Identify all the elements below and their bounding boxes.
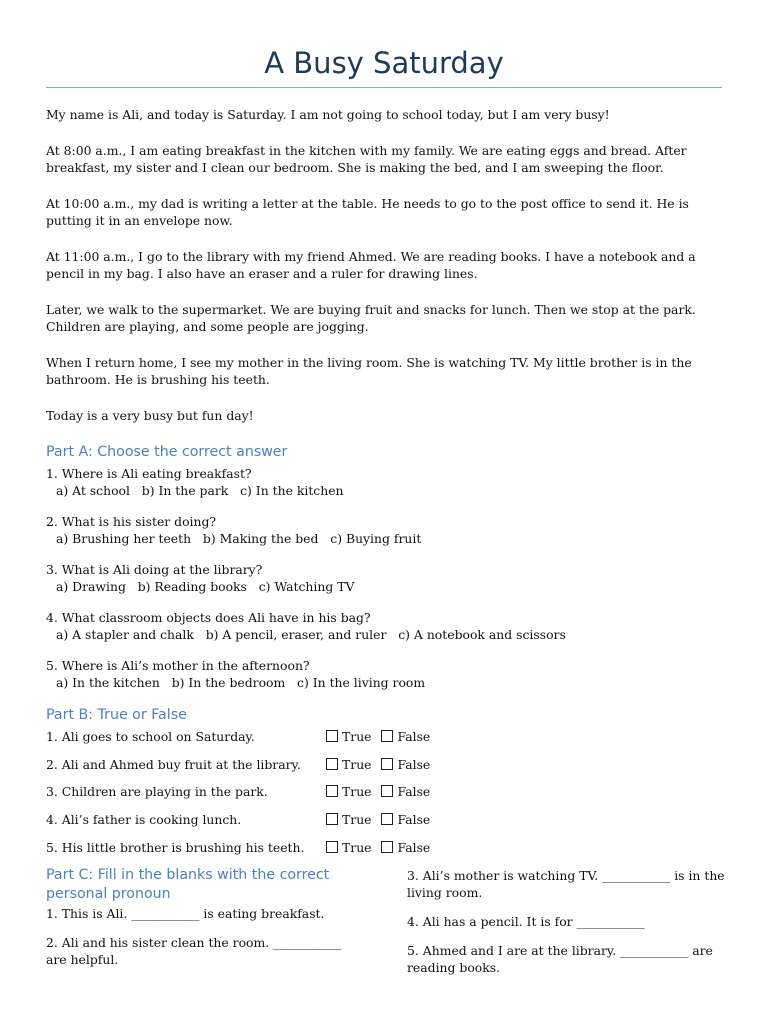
question-text: 3. What is Ali doing at the library? <box>46 562 263 577</box>
statement-text: 2. Ali and Ahmed buy fruit at the library. <box>46 756 301 772</box>
false-label: False <box>397 784 431 800</box>
true-false-choices <box>326 756 430 773</box>
part-b-heading: Part B: True or False <box>46 707 187 723</box>
question-item <box>46 561 726 595</box>
true-false-row <box>46 756 726 784</box>
true-checkbox[interactable] <box>326 730 338 742</box>
question-item <box>46 465 726 499</box>
question-options: a) At school b) In the park c) In the kitchen <box>56 483 344 498</box>
fill-blank-item: 3. Ali’s mother is watching TV. ___________ is in the living room. <box>407 868 725 900</box>
question-text: 4. What classroom objects does Ali have in his bag? <box>46 610 371 625</box>
story-paragraph: When I return home, I see my mother in the living room. She is watching TV. My little brother is in the bathroom. He is brushing his teeth. <box>46 355 692 387</box>
statement-text: 5. His little brother is brushing his teeth. <box>46 839 305 855</box>
true-false-row <box>46 839 726 867</box>
true-false-row <box>46 728 726 756</box>
false-label: False <box>397 756 431 772</box>
fill-blank-item: 5. Ahmed and I are at the library. ___________ are reading books. <box>407 943 713 975</box>
false-label: False <box>397 812 431 828</box>
false-checkbox[interactable] <box>381 841 393 853</box>
story-paragraph: At 8:00 a.m., I am eating breakfast in the kitchen with my family. We are eating eggs and bread. After breakfast, my sister and I clean our bedroom. She is making the bed, and I am sweeping the floor. <box>46 143 687 175</box>
statement-text: 4. Ali’s father is cooking lunch. <box>46 812 242 828</box>
statement-text: 3. Children are playing in the park. <box>46 784 268 800</box>
story-paragraph: At 10:00 a.m., my dad is writing a letter at the table. He needs to go to the post office to send it. He is putting it in an envelope now. <box>46 196 689 228</box>
false-label: False <box>397 839 431 855</box>
fill-blank-item: 4. Ali has a pencil. It is for ___________ <box>407 914 645 929</box>
story-paragraph: Later, we walk to the supermarket. We are buying fruit and snacks for lunch. Then we stop at the park. Children are playing, and some people are jogging. <box>46 302 696 334</box>
question-options: a) In the kitchen b) In the bedroom c) In the living room <box>56 675 426 690</box>
false-label: False <box>397 729 431 744</box>
question-options: a) Brushing her teeth b) Making the bed c) Buying fruit <box>56 531 422 546</box>
statement-text: 1. Ali goes to school on Saturday. <box>46 729 255 744</box>
true-label: True <box>342 756 372 772</box>
question-item <box>46 657 726 691</box>
fill-blank-item: 2. Ali and his sister clean the room. ___________ are helpful. <box>46 935 342 967</box>
true-false-choices <box>326 811 430 828</box>
false-checkbox[interactable] <box>381 758 393 770</box>
true-label: True <box>342 784 372 800</box>
true-false-row <box>46 811 726 839</box>
question-item <box>46 609 726 643</box>
fill-blank-item: 1. This is Ali. ___________ is eating breakfast. <box>46 906 325 921</box>
page-title: A Busy Saturday <box>264 46 504 80</box>
story-paragraph: Today is a very busy but fun day! <box>46 408 254 423</box>
true-checkbox[interactable] <box>326 758 338 770</box>
story-paragraph: At 11:00 a.m., I go to the library with my friend Ahmed. We are reading books. I have a notebook and a pencil in my bag. I also have an eraser and a ruler for drawing lines. <box>46 249 696 281</box>
part-a-heading: Part A: Choose the correct answer <box>46 444 288 460</box>
part-c-left-column <box>46 866 356 980</box>
story-text <box>46 106 726 443</box>
part-a-section <box>46 443 726 705</box>
question-options: a) Drawing b) Reading books c) Watching TV <box>56 579 355 594</box>
true-checkbox[interactable] <box>326 813 338 825</box>
title-underline <box>46 87 722 88</box>
question-item <box>46 513 726 547</box>
part-b-section <box>46 706 726 866</box>
false-checkbox[interactable] <box>381 813 393 825</box>
true-checkbox[interactable] <box>326 785 338 797</box>
question-options: a) A stapler and chalk b) A pencil, eraser, and ruler c) A notebook and scissors <box>56 627 566 642</box>
question-text: 2. What is his sister doing? <box>46 514 217 529</box>
part-c-heading: Part C: Fill in the blanks with the correct personal pronoun <box>46 867 330 902</box>
true-label: True <box>342 839 372 855</box>
false-checkbox[interactable] <box>381 730 393 742</box>
question-text: 5. Where is Ali’s mother in the afternoon? <box>46 658 310 673</box>
true-false-choices <box>326 839 430 856</box>
true-label: True <box>342 812 372 828</box>
false-checkbox[interactable] <box>381 785 393 797</box>
true-checkbox[interactable] <box>326 841 338 853</box>
true-false-row <box>46 783 726 811</box>
true-false-choices <box>326 783 430 800</box>
question-text: 1. Where is Ali eating breakfast? <box>46 466 252 481</box>
part-c-right-column <box>407 867 725 988</box>
true-false-choices <box>326 728 430 745</box>
true-label: True <box>342 729 372 744</box>
story-paragraph: My name is Ali, and today is Saturday. I am not going to school today, but I am very busy! <box>46 107 610 122</box>
